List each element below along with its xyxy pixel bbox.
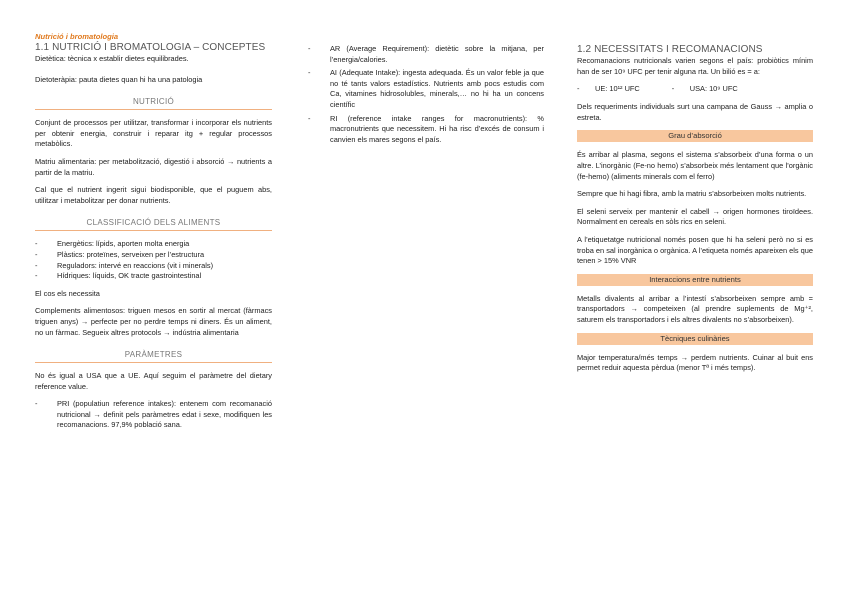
paragraph-nutricio-1: Conjunt de processos per utilitzar, transformar i incorporar els nutrients per obtenir energia, construir i reparar itg + regular processos metabòlics. (35, 118, 272, 149)
list-classificacio (35, 239, 272, 281)
column-3 (577, 44, 813, 381)
list-item: - AI (Adequate Intake): ingesta adequada. És un valor feble ja que no té tants valors estadístics. Nutrients amb pocs estudis com Ca, vitamines hidrosolubles, minerals,… no hi ha un concens científic (308, 68, 544, 110)
ufc-comparison (577, 84, 813, 94)
list-pri (35, 399, 272, 431)
list-item: - Energètics: lípids, aporten molta energia (35, 239, 272, 250)
usa-value: USA: 10⁹ UFC (689, 84, 738, 94)
paragraph-el-cos: El cos els necessita (35, 288, 100, 298)
ue-value: UE: 10¹² UFC (595, 84, 640, 94)
paragraph-interaccions: Metalls divalents al arribar a l’intestí s’absorbeixen sempre amb = transportadors → competeixen (al prendre suplements de Mg⁺², saturem els transportadors i els altres divalents no s’absorbeixen). (577, 293, 813, 324)
bullet-dash: - (577, 84, 580, 94)
section-title-1-1: 1.1 NUTRICIÓ I BROMATOLOGIA – CONCEPTES (35, 42, 266, 53)
paragraph-recomanacions: Recomanacions nutricionals varien segons el país: probiòtics mínim han de ser 10⁹ UFC per tenir alguna rta. Un bilió es = a: (577, 56, 813, 76)
list-reference-values (308, 44, 544, 145)
heading-classificacio: CLASSIFICACIÓ DELS ALIMENTS (35, 218, 272, 231)
list-item: - Plàstics: proteïnes, serveixen per l’estructura (35, 250, 272, 261)
paragraph-dietetica: Dietètica: tècnica x establir dietes equilibrades. (35, 54, 189, 63)
list-item: - PRI (populatiun reference intakes): entenem com recomanació nutricional → definit pels paràmetres edat i sexe, modifiquen les recomanacions. 97,9% població sana. (35, 399, 272, 431)
paragraph-dietoterapia: Dietoteràpia: pauta dietes quan hi ha una patologia (35, 74, 203, 84)
paragraph-nutricio-3: Cal que el nutrient ingerit sigui biodisponible, que el puguem abs, utilitzar i metabolitzar per donar nutrients. (35, 185, 272, 205)
paragraph-tecniques: Major temperatura/més temps → perdem nutrients. Cuinar al buit ens permet reduir aquesta pèrdua (menor Tª i més temps). (577, 352, 813, 373)
list-item: - RI (reference intake ranges for macronutrients): % macronutrients que necessitem. Hi ha risc d’excés de consum i canvien els mares segons el país. (308, 114, 544, 146)
column-2 (308, 44, 544, 152)
heading-nutricio: NUTRICIÓ (35, 97, 272, 110)
heading-grau-absorcio: Grau d’absorció (577, 130, 813, 142)
heading-parametres: PARÀMETRES (35, 350, 272, 363)
list-item: - Hídriques: líquids, OK tracte gastrointestinal (35, 271, 272, 282)
heading-interaccions: Interaccions entre nutrients (577, 274, 813, 286)
paragraph-nutricio-2: Matriu alimentaria: per metabolització, digestió i absorció → nutrients a partir de la matriu. (35, 156, 272, 177)
paragraph-absorcio-2: Sempre que hi hagi fibra, amb la matriu s’absorbeixen molts nutrients. (577, 189, 807, 199)
paragraph-parametres: No és igual a USA que a UE. Aquí seguim el paràmetre del dietary reference value. (35, 371, 272, 391)
paragraph-requeriments: Dels requeriments individuals surt una campana de Gauss → amplia o estreta. (577, 102, 813, 122)
paragraph-complements: Complements alimentosos: triguen mesos en sortir al mercat (fàrmacs triguen anys) → perfecte per no perdre temps ni diners. És un aliment, no un fàrmac. Segueix altres protocols → indústria alimentaria (35, 306, 272, 337)
document-kicker: Nutrició i bromatologia (35, 32, 119, 41)
paragraph-absorcio-3: El seleni serveix per mantenir el cabell → origen hormones tiroïdees. Normalment en cereals en sòls rics en seleni. (577, 206, 813, 227)
paragraph-absorcio-1: És arribar al plasma, segons el sistema s’absorbeix d’una forma o un altre. L’inorgànic (Fe-no hemo) s’absorbeix més lentament que l’orgànic (fe-hemo) (aliments minerals com el ferro) (577, 150, 813, 181)
heading-tecniques: Tècniques culinàries (577, 333, 813, 345)
paragraph-absorcio-4: A l’etiquetatge nutricional només posen que hi ha seleni però no si es troba en sal inorgànica o orgànica. A l’etiqueta només apareixen els que tenen > 15% VNR (577, 234, 813, 266)
section-title-1-2: 1.2 NECESSITATS I RECOMANACIONS (577, 44, 763, 55)
column-1 (35, 32, 272, 438)
list-item: - Reguladors: intervé en reaccions (vit i minerals) (35, 261, 272, 272)
list-item: - AR (Average Requirement): dietètic sobre la mitjana, per l’energia/calories. (308, 44, 544, 65)
bullet-dash: - (671, 84, 675, 94)
